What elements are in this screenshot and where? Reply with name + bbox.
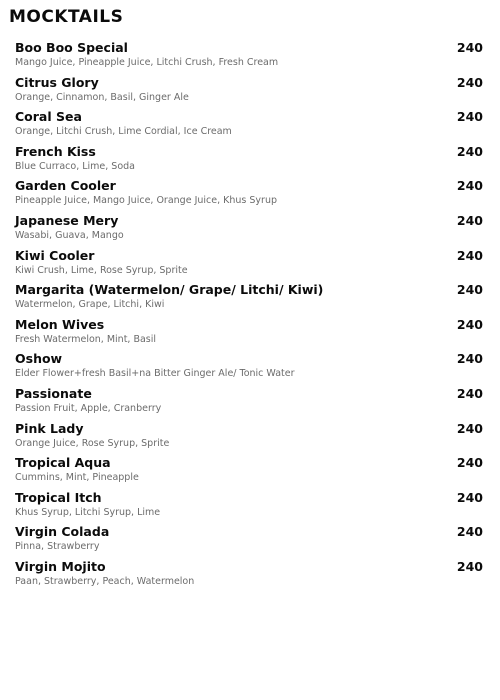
menu-item-name: Pink Lady <box>15 420 84 436</box>
menu-item <box>15 75 483 110</box>
menu-item-description: Orange, Litchi Crush, Lime Cordial, Ice Cream <box>15 126 232 138</box>
menu-item-price: 240 <box>456 489 483 505</box>
menu-item-description: Khus Syrup, Litchi Syrup, Lime <box>15 506 161 518</box>
menu-item-price: 240 <box>456 143 483 159</box>
menu-item-price: 240 <box>456 282 483 298</box>
menu-item-price: 240 <box>456 420 483 436</box>
menu-item <box>15 351 483 386</box>
menu-item-price: 240 <box>456 74 483 90</box>
menu-item <box>15 282 483 317</box>
menu-item-description: Blue Curraco, Lime, Soda <box>15 160 136 172</box>
menu-item-price: 240 <box>456 351 483 367</box>
menu-item-name: Oshow <box>15 351 63 367</box>
menu-item <box>15 386 483 421</box>
menu-item-price: 240 <box>456 316 483 332</box>
menu-item-name: Passionate <box>15 385 92 401</box>
menu-item-description: Pinna, Strawberry <box>15 541 100 553</box>
section-title: MOCKTAILS <box>9 7 124 27</box>
menu-item-price: 240 <box>456 109 483 125</box>
menu-item-name: Garden Cooler <box>15 178 116 194</box>
menu-item <box>15 144 483 179</box>
menu-item <box>15 40 483 75</box>
menu-item-name: Virgin Colada <box>15 524 110 540</box>
menu-item <box>15 524 483 559</box>
menu-item-description: Paan, Strawberry, Peach, Watermelon <box>15 575 195 587</box>
menu-item <box>15 317 483 352</box>
menu-item-price: 240 <box>456 247 483 263</box>
menu-item-description: Pineapple Juice, Mango Juice, Orange Juice, Khus Syrup <box>15 195 277 207</box>
menu-item-price: 240 <box>456 558 483 574</box>
menu-item-description: Elder Flower+fresh Basil+na Bitter Ginger Ale/ Tonic Water <box>15 368 295 380</box>
menu-item-price: 240 <box>456 212 483 228</box>
menu-item-price: 240 <box>456 524 483 540</box>
menu-item <box>15 421 483 456</box>
menu-item-name: Margarita (Watermelon/ Grape/ Litchi/ Kiwi) <box>15 282 324 298</box>
menu-item-price: 240 <box>456 178 483 194</box>
menu-item-name: Melon Wives <box>15 316 105 332</box>
menu-item-description: Orange Juice, Rose Syrup, Sprite <box>15 437 170 449</box>
menu-item-description: Fresh Watermelon, Mint, Basil <box>15 333 157 345</box>
menu-item-description: Passion Fruit, Apple, Cranberry <box>15 402 162 414</box>
menu-item-name: Japanese Mery <box>15 212 119 228</box>
menu-item-name: French Kiss <box>15 143 96 159</box>
menu-item-description: Wasabi, Guava, Mango <box>15 229 124 241</box>
menu-item-name: Kiwi Cooler <box>15 247 95 263</box>
menu-item-description: Kiwi Crush, Lime, Rose Syrup, Sprite <box>15 264 188 276</box>
menu-item <box>15 559 483 594</box>
menu-item-name: Coral Sea <box>15 109 82 125</box>
menu-item-name: Tropical Itch <box>15 489 102 505</box>
menu-item <box>15 109 483 144</box>
menu-item-price: 240 <box>456 385 483 401</box>
menu-item <box>15 490 483 525</box>
menu-item <box>15 213 483 248</box>
menu-item-description: Mango Juice, Pineapple Juice, Litchi Crush, Fresh Cream <box>15 57 279 68</box>
menu-item-price: 240 <box>456 40 483 55</box>
menu-item-list <box>15 40 483 594</box>
menu-item-name: Tropical Aqua <box>15 455 111 471</box>
menu-item <box>15 178 483 213</box>
menu-item <box>15 455 483 490</box>
menu-item-name: Boo Boo Special <box>15 40 128 55</box>
menu-item-description: Cummins, Mint, Pineapple <box>15 472 139 484</box>
menu-item-name: Virgin Mojito <box>15 558 106 574</box>
menu-item-description: Watermelon, Grape, Litchi, Kiwi <box>15 299 165 311</box>
menu-item-description: Orange, Cinnamon, Basil, Ginger Ale <box>15 91 189 103</box>
menu-item <box>15 248 483 283</box>
menu-item-name: Citrus Glory <box>15 74 99 90</box>
menu-item-price: 240 <box>456 455 483 471</box>
